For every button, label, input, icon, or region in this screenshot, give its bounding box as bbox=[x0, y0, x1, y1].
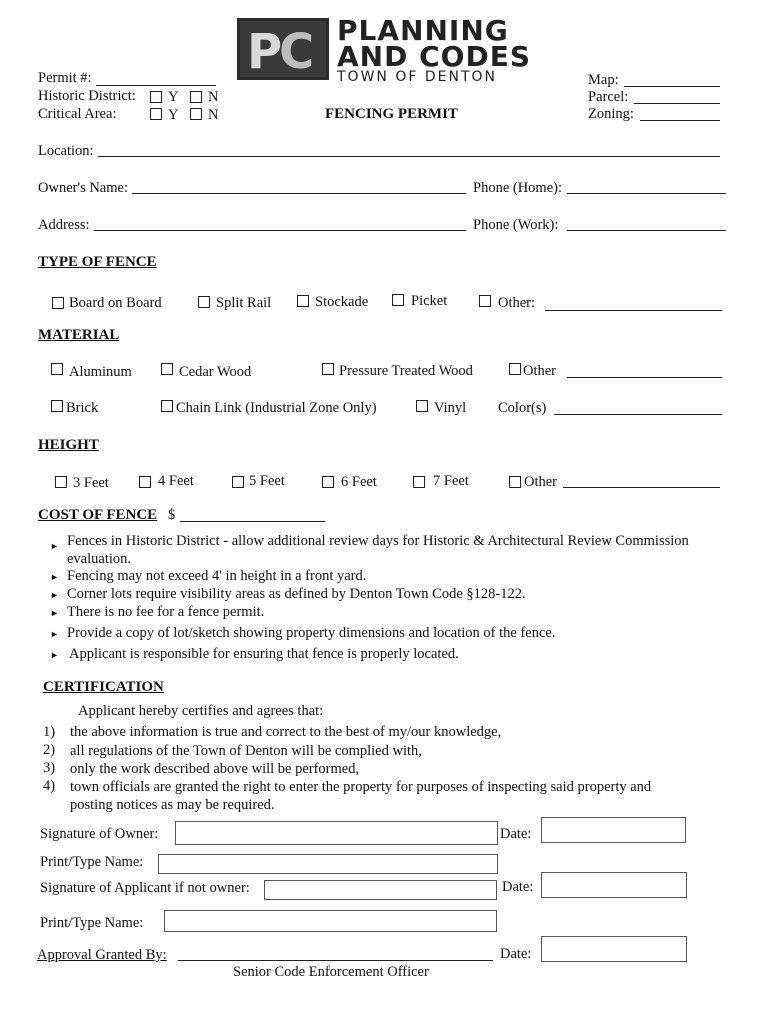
critical-no-label: N bbox=[208, 107, 219, 123]
aluminum-label: Aluminum bbox=[69, 364, 132, 380]
owner-name-label: Owner's Name: bbox=[38, 180, 128, 196]
height-3ft-label: 3 Feet bbox=[73, 475, 109, 491]
historic-no-label: N bbox=[208, 89, 219, 105]
owner-date-label: Date: bbox=[500, 826, 532, 842]
material-other-field[interactable] bbox=[567, 377, 722, 378]
height-5ft-label: 5 Feet bbox=[249, 473, 285, 489]
print-name-label: Print/Type Name: bbox=[40, 854, 144, 870]
applicant-date-label: Date: bbox=[502, 879, 534, 895]
picket-label: Picket bbox=[411, 293, 448, 309]
applicant-signature-label: Signature of Applicant if not owner: bbox=[40, 880, 250, 896]
pressure-treated-label: Pressure Treated Wood bbox=[339, 363, 473, 379]
zoning-field[interactable] bbox=[640, 120, 720, 121]
colors-field[interactable] bbox=[554, 414, 722, 415]
zoning-label: Zoning: bbox=[588, 106, 634, 122]
print-name-2-field[interactable] bbox=[164, 910, 497, 932]
split-rail-checkbox[interactable] bbox=[198, 296, 210, 308]
stockade-label: Stockade bbox=[315, 294, 369, 310]
height-other-checkbox[interactable] bbox=[509, 476, 521, 488]
bullet-icon: ► bbox=[50, 572, 59, 582]
svg-text:C: C bbox=[279, 24, 315, 80]
cert-number: 2) bbox=[43, 742, 56, 758]
picket-checkbox[interactable] bbox=[392, 294, 404, 306]
cedar-wood-label: Cedar Wood bbox=[179, 364, 252, 380]
permit-number-field[interactable] bbox=[96, 85, 216, 86]
map-label: Map: bbox=[588, 72, 619, 88]
applicant-signature-field[interactable] bbox=[264, 880, 497, 900]
approval-date-field[interactable] bbox=[541, 936, 687, 962]
logo-title-line2: AND CODES bbox=[337, 40, 531, 73]
stockade-checkbox[interactable] bbox=[297, 295, 309, 307]
bullet-icon: ► bbox=[50, 541, 59, 551]
svg-text:P: P bbox=[247, 24, 283, 80]
cert-item-continued: posting notices as may be required. bbox=[70, 797, 275, 813]
colors-label: Color(s) bbox=[498, 400, 547, 416]
bullet-icon: ► bbox=[50, 608, 59, 618]
board-on-board-checkbox[interactable] bbox=[52, 297, 64, 309]
type-of-fence-heading: TYPE OF FENCE bbox=[38, 254, 157, 270]
logo-title-line1: PLANNING bbox=[337, 14, 509, 47]
location-label: Location: bbox=[38, 143, 94, 159]
bullet-icon: ► bbox=[50, 650, 59, 660]
applicant-date-field[interactable] bbox=[541, 872, 687, 898]
height-heading: HEIGHT bbox=[38, 437, 99, 453]
height-4ft-checkbox[interactable] bbox=[139, 476, 151, 488]
historic-yes-label: Y bbox=[168, 89, 179, 105]
historic-no-checkbox[interactable] bbox=[190, 91, 202, 103]
note-item: Fencing may not exceed 4' in height in a front yard. bbox=[67, 568, 367, 584]
cost-dollar-symbol: $ bbox=[168, 507, 176, 523]
parcel-field[interactable] bbox=[634, 103, 720, 104]
height-other-field[interactable] bbox=[563, 487, 720, 488]
bullet-icon: ► bbox=[50, 629, 59, 639]
address-label: Address: bbox=[38, 217, 90, 233]
brick-label: Brick bbox=[66, 400, 99, 416]
phone-work-field[interactable] bbox=[567, 230, 726, 231]
height-5ft-checkbox[interactable] bbox=[232, 476, 244, 488]
fence-other-checkbox[interactable] bbox=[479, 295, 491, 307]
approval-date-label: Date: bbox=[500, 946, 532, 962]
bullet-icon: ► bbox=[50, 590, 59, 600]
owner-date-field[interactable] bbox=[541, 817, 686, 843]
phone-work-label: Phone (Work): bbox=[473, 217, 559, 233]
critical-yes-checkbox[interactable] bbox=[150, 108, 162, 120]
officer-title: Senior Code Enforcement Officer bbox=[233, 964, 429, 980]
pressure-treated-checkbox[interactable] bbox=[322, 363, 334, 375]
certification-heading: CERTIFICATION bbox=[43, 679, 164, 695]
cert-item: all regulations of the Town of Denton will be complied with, bbox=[70, 743, 422, 759]
chain-link-label: Chain Link (Industrial Zone Only) bbox=[176, 400, 377, 416]
board-on-board-label: Board on Board bbox=[69, 295, 162, 311]
cert-item: town officials are granted the right to enter the property for purposes of inspecting said property and bbox=[70, 779, 652, 795]
cert-number: 3) bbox=[43, 760, 56, 776]
cost-of-fence-heading: COST OF FENCE bbox=[38, 507, 158, 523]
map-field[interactable] bbox=[624, 86, 720, 87]
logo-subtitle: TOWN OF DENTON bbox=[337, 69, 498, 85]
phone-home-label: Phone (Home): bbox=[473, 180, 562, 196]
phone-home-field[interactable] bbox=[567, 193, 726, 194]
critical-yes-label: Y bbox=[168, 107, 179, 123]
historic-yes-checkbox[interactable] bbox=[150, 91, 162, 103]
permit-label: Permit #: bbox=[38, 70, 92, 86]
owner-signature-label: Signature of Owner: bbox=[40, 826, 159, 842]
owner-signature-field[interactable] bbox=[175, 821, 498, 845]
pc-monogram-logo bbox=[237, 18, 329, 80]
height-7ft-checkbox[interactable] bbox=[413, 476, 425, 488]
note-item: Applicant is responsible for ensuring that fence is properly located. bbox=[69, 646, 459, 662]
height-other-label: Other bbox=[524, 474, 558, 490]
height-6ft-label: 6 Feet bbox=[341, 474, 377, 490]
height-6ft-checkbox[interactable] bbox=[322, 476, 334, 488]
approval-label: Approval Granted By: bbox=[37, 947, 167, 963]
note-item: Provide a copy of lot/sketch showing property dimensions and location of the fence. bbox=[67, 625, 556, 641]
vinyl-checkbox[interactable] bbox=[416, 400, 428, 412]
cert-number: 4) bbox=[43, 778, 56, 794]
brick-checkbox[interactable] bbox=[51, 400, 63, 412]
height-7ft-label: 7 Feet bbox=[433, 473, 469, 489]
historic-district-label: Historic District: bbox=[38, 88, 136, 104]
cert-number: 1) bbox=[43, 724, 56, 740]
cost-field[interactable] bbox=[180, 521, 325, 522]
cedar-wood-checkbox[interactable] bbox=[161, 363, 173, 375]
parcel-label: Parcel: bbox=[588, 89, 629, 105]
aluminum-checkbox[interactable] bbox=[51, 363, 63, 375]
height-3ft-checkbox[interactable] bbox=[55, 476, 67, 488]
approval-field[interactable] bbox=[178, 960, 493, 961]
location-field[interactable] bbox=[98, 156, 720, 157]
vinyl-label: Vinyl bbox=[434, 400, 467, 416]
owner-name-field[interactable] bbox=[132, 193, 466, 194]
form-title: FENCING PERMIT bbox=[325, 106, 458, 122]
fence-other-field[interactable] bbox=[545, 310, 722, 311]
cert-item: only the work described above will be performed, bbox=[70, 761, 360, 777]
split-rail-label: Split Rail bbox=[216, 295, 272, 311]
note-item: Fences in Historic District - allow additional review days for Historic & Architectural Review Commission bbox=[67, 533, 689, 549]
note-item-continued: evaluation. bbox=[67, 551, 132, 567]
material-other-checkbox[interactable] bbox=[509, 363, 521, 375]
material-heading: MATERIAL bbox=[38, 327, 120, 343]
fence-other-label: Other: bbox=[498, 295, 536, 311]
note-item: There is no fee for a fence permit. bbox=[67, 604, 265, 620]
address-field[interactable] bbox=[94, 230, 466, 231]
print-name-2-label: Print/Type Name: bbox=[40, 915, 144, 931]
material-other-label: Other bbox=[523, 363, 557, 379]
print-name-field[interactable] bbox=[158, 854, 498, 874]
chain-link-checkbox[interactable] bbox=[161, 400, 173, 412]
note-item: Corner lots require visibility areas as defined by Denton Town Code §128-122. bbox=[67, 586, 526, 602]
height-4ft-label: 4 Feet bbox=[158, 473, 194, 489]
critical-no-checkbox[interactable] bbox=[190, 108, 202, 120]
critical-area-label: Critical Area: bbox=[38, 106, 117, 122]
cert-item: the above information is true and correct to the best of my/our knowledge, bbox=[70, 724, 502, 740]
certification-intro: Applicant hereby certifies and agrees that: bbox=[78, 703, 324, 719]
